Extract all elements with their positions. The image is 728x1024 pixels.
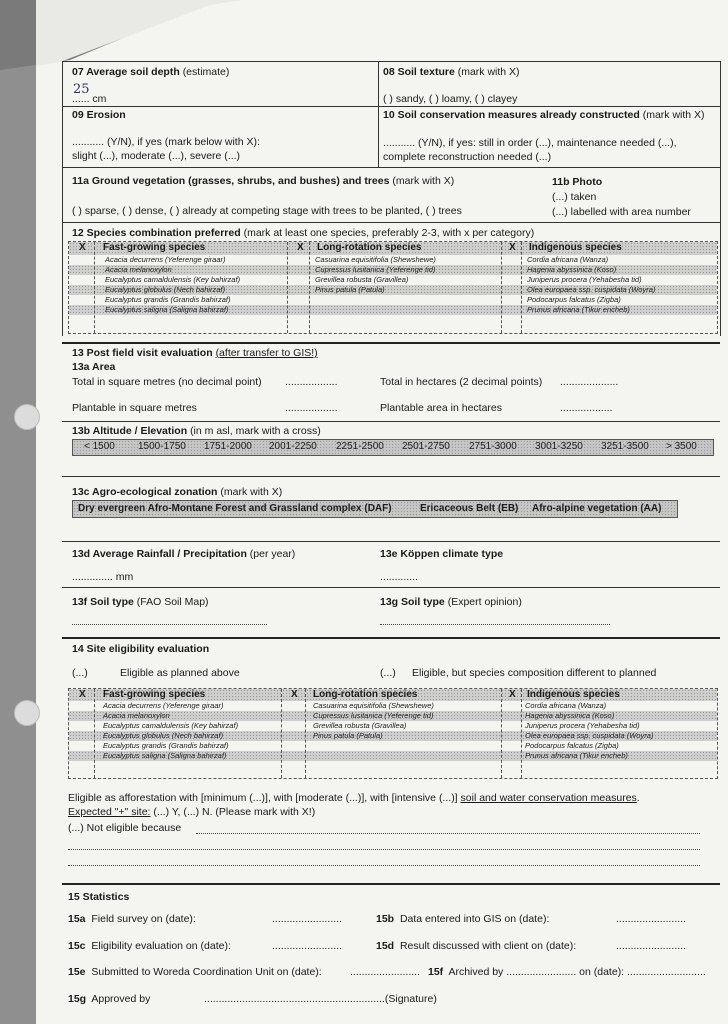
client-discussion-date[interactable]: ........................ <box>616 940 687 952</box>
not-eligible-line[interactable] <box>68 849 700 850</box>
eligible-as-planned-mark[interactable]: (...) <box>72 667 88 679</box>
altitude-band[interactable]: < 1500 <box>84 441 115 452</box>
not-eligible-line[interactable] <box>68 865 700 866</box>
altitude-band[interactable]: 2501-2750 <box>402 441 450 452</box>
altitude-band[interactable]: 3001-3250 <box>535 441 583 452</box>
section-13d-title: 13d Average Rainfall / Precipitation (per year) <box>72 548 296 560</box>
altitude-band[interactable]: 3251-3500 <box>601 441 649 452</box>
woreda-submission-date[interactable]: ........................ <box>350 966 421 978</box>
section-13g-title: 13g Soil type (Expert opinion) <box>380 596 522 608</box>
species-table-eligibility: X Fast-growing species X Long-rotation species X Indigenous species Acacia decurrens (Yeferenge giraar) Acacia melanoxylon Eucalyptus camaldulensis (Key bahirzaf) Eucalyptus globulus (Nech bahirzaf) Eucalyptus grandis (Grandis bahirzaf) Eucalyptus saligna (Saligna bahirzaf) Casuarina equisitifolia (Shewshewe) Cupressus lusitanica (Yeferenge tid) Grevillea robusta (Gravillea) Pinus patula (Patula) Cordia africana (Wanza) Hagenia abyssinica (Koso) Juniperus procera (Yehabesha tid) Olea europaea ssp. cuspidata (Woyra) Podocarpus falcatus (Zigba) Prunus africana (Tikur encheb) <box>68 688 718 779</box>
punch-hole <box>14 700 40 726</box>
erosion-severity[interactable]: slight (...), moderate (...), severe (...) <box>72 150 241 162</box>
expert-soil-field[interactable] <box>380 620 610 625</box>
section-11a-title: 11a Ground vegetation (grasses, shrubs, and bushes) and trees (mark with X) <box>72 175 455 187</box>
area-sqm-field[interactable]: .................. <box>285 376 338 388</box>
koppen-field[interactable]: ............. <box>380 571 418 583</box>
field-survey-date[interactable]: ........................ <box>272 913 343 925</box>
soil-conservation-field[interactable]: ........... (Y/N), if yes: still in order (...), maintenance needed (...), <box>383 137 677 149</box>
photo-taken[interactable]: (...) taken <box>552 191 597 203</box>
gis-entry-date[interactable]: ........................ <box>616 913 687 925</box>
soil-depth-field[interactable]: ...... cm <box>72 93 107 105</box>
area-ha-label: Total in hectares (2 decimal points) <box>380 376 543 388</box>
approved-by-field[interactable]: ..............................................................(Signature) <box>204 993 437 1005</box>
section-11b-title: 11b Photo <box>552 176 603 188</box>
altitude-band[interactable]: 1751-2000 <box>204 441 252 452</box>
plantable-sqm-field[interactable]: .................. <box>285 402 338 414</box>
eligible-different-label: Eligible, but species composition different to planned <box>412 667 657 679</box>
zone-eb[interactable]: Ericaceous Belt (EB) <box>420 503 519 514</box>
plantable-ha-label: Plantable area in hectares <box>380 402 502 414</box>
eligible-as-planned-label: Eligible as planned above <box>120 667 240 679</box>
gis-entry-label: 15b Data entered into GIS on (date): <box>376 913 550 925</box>
eligibility-date[interactable]: ........................ <box>272 940 343 952</box>
section-07-title: 07 Average soil depth (estimate) <box>72 66 230 78</box>
section-10-title: 10 Soil conservation measures already constructed (mark with X) <box>383 109 705 121</box>
eligible-different-mark[interactable]: (...) <box>380 667 396 679</box>
plantable-sqm-label: Plantable in square metres <box>72 402 197 414</box>
client-discussion-label: 15d Result discussed with client on (date): <box>376 940 577 952</box>
section-08-title: 08 Soil texture (mark with X) <box>383 66 520 78</box>
section-13e-title: 13e Köppen climate type <box>380 548 504 560</box>
area-sqm-label: Total in square metres (no decimal point) <box>72 376 262 388</box>
plantable-ha-field[interactable]: .................. <box>560 402 613 414</box>
area-ha-field[interactable]: .................... <box>560 376 619 388</box>
field-survey-label: 15a Field survey on (date): <box>68 913 196 925</box>
photo-labelled[interactable]: (...) labelled with area number <box>552 206 691 218</box>
woreda-submission-label: 15e Submitted to Woreda Coordination Unit on (date): <box>68 966 322 978</box>
altitude-band[interactable]: 2251-2500 <box>336 441 384 452</box>
altitude-band[interactable]: 2001-2250 <box>269 441 317 452</box>
section-09-title: 09 Erosion <box>72 109 126 121</box>
not-eligible-line[interactable] <box>196 833 700 834</box>
section-13b-title: 13b Altitude / Elevation (in m asl, mark with a cross) <box>72 425 321 437</box>
archived-field[interactable]: 15f Archived by ........................ on (date): ........................... <box>428 966 706 978</box>
folded-corner <box>0 0 240 70</box>
altitude-band[interactable]: 2751-3000 <box>469 441 517 452</box>
ground-vegetation-options[interactable]: ( ) sparse, ( ) dense, ( ) already at competing stage with trees to be planted, ( ) trees <box>72 205 462 217</box>
approved-by-label: 15g Approved by <box>68 993 151 1005</box>
soil-depth-handwritten: 25 <box>73 82 90 97</box>
eligibility-date-label: 15c Eligibility evaluation on (date): <box>68 940 231 952</box>
zone-aa[interactable]: Afro-alpine vegetation (AA) <box>532 503 662 514</box>
expected-plus-site[interactable]: Expected "+" site: (...) Y, (...) N. (Please mark with X!) <box>68 806 316 818</box>
section-15-title: 15 Statistics <box>68 891 130 903</box>
soil-texture-options[interactable]: ( ) sandy, ( ) loamy, ( ) clayey <box>383 93 518 105</box>
erosion-yn-field[interactable]: ........... (Y/N), if yes (mark below with X): <box>72 136 260 148</box>
section-12-title: 12 Species combination preferred (mark at least one species, preferably 2-3, with x per category) <box>72 227 535 239</box>
rainfall-field[interactable]: .............. mm <box>72 571 134 583</box>
section-13a-title: 13a Area <box>72 361 116 373</box>
section-14-title: 14 Site eligibility evaluation <box>72 643 210 655</box>
altitude-band[interactable]: > 3500 <box>666 441 697 452</box>
section-13f-title: 13f Soil type (FAO Soil Map) <box>72 596 209 608</box>
punch-hole <box>14 404 40 430</box>
altitude-band[interactable]: 1500-1750 <box>138 441 186 452</box>
section-13-title: 13 Post field visit evaluation (after transfer to GIS!) <box>72 347 318 359</box>
fao-soil-field[interactable] <box>72 620 267 625</box>
section-13c-title: 13c Agro-ecological zonation (mark with X) <box>72 486 283 498</box>
species-table-preferred: X Fast-growing species X Long-rotation species X Indigenous species Acacia decurrens (Yeferenge giraar) Acacia melanoxylon Eucalyptus camaldulensis (Key bahirzaf) Eucalyptus globulus (Nech bahirzaf) Eucalyptus grandis (Grandis bahirzaf) Eucalyptus saligna (Saligna bahirzaf) Casuarina equisitifolia (Shewshewe) Cupressus lusitanica (Yeferenge tid) Grevillea robusta (Gravillea) Pinus patula (Patula) Cordia africana (Wanza) Hagenia abyssinica (Koso) Juniperus procera (Yehabesha tid) Olea europaea ssp. cuspidata (Woyra) Podocarpus falcatus (Zigba) Prunus africana (Tikur encheb) <box>68 241 718 334</box>
not-eligible-label: (...) Not eligible because <box>68 822 182 834</box>
zone-daf[interactable]: Dry evergreen Afro-Montane Forest and Grassland complex (DAF) <box>78 503 392 514</box>
afforestation-intensity[interactable]: Eligible as afforestation with [minimum (...)], with [moderate (...)], with [intensive (...)] soil and water conservation measures. <box>68 792 640 804</box>
soil-conservation-reconstruction[interactable]: complete reconstruction needed (...) <box>383 151 552 163</box>
